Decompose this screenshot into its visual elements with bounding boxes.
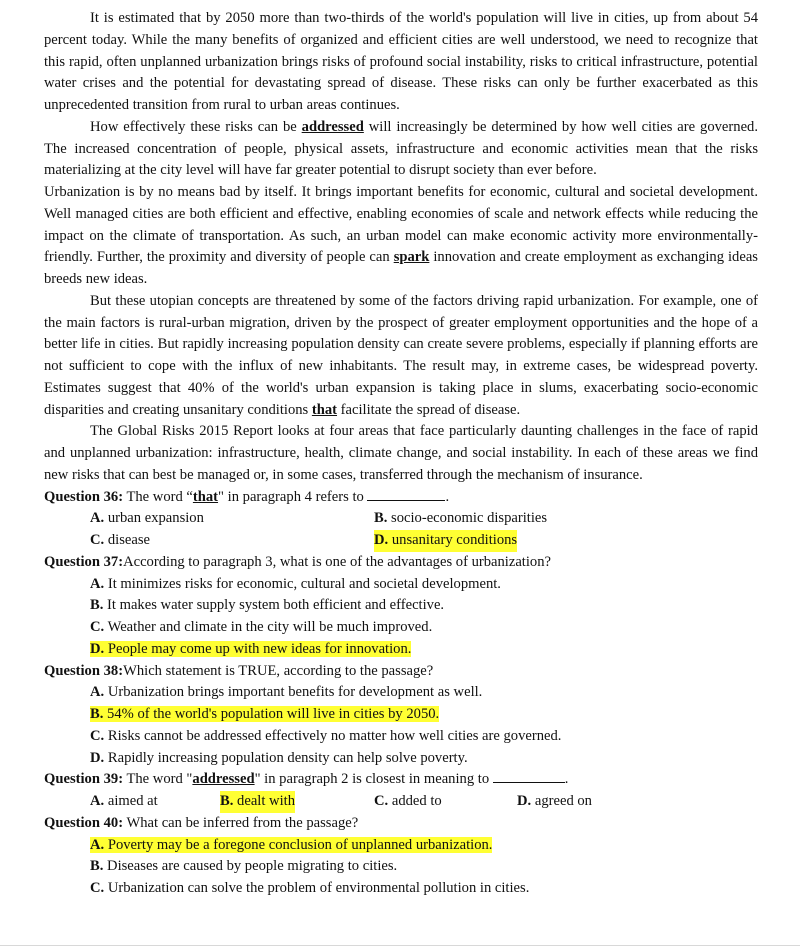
q37-option-b[interactable]: B. It makes water supply system both efficient and effective. — [90, 597, 445, 614]
page-bottom-divider — [0, 945, 800, 946]
paragraph-5: The Global Risks 2015 Report looks at four areas that face particularly daunting challenges in the face of rapid and unplanned urbanization: infrastructure, health, climate change, and social instability. In each of these areas we find new risks that can best be managed or, in some cases, transferred through the mechanism of insurance. — [44, 423, 758, 483]
q36-keyword: that — [192, 488, 219, 505]
q37-option-d-highlighted: D. People may come up with new ideas for innovation. — [90, 640, 412, 657]
answer-blank — [493, 770, 565, 783]
question-36-stem: Question 36: The word “that" in paragraph 4 refers to . — [44, 488, 450, 505]
question-39-options-row — [44, 791, 758, 813]
q37-option-d[interactable] — [44, 639, 758, 661]
document-page — [44, 8, 758, 900]
paragraph-3: Urbanization is by no means bad by itself. It brings important benefits for economic, cultural and societal development. Well managed cities are both efficient and effective, enabling economies of scale and network effects while reducing the impact on the climate of transportation. As such, an urban model can make economic activity more environmentally-friendly. Further, the proximity and diversity of people can spark innovation and create employment as exchanging ideas breeds new ideas. — [44, 184, 758, 287]
q40-option-c[interactable]: C. Urbanization can solve the problem of environmental pollution in cities. — [90, 880, 530, 896]
keyword-spark: spark — [393, 249, 430, 266]
answer-blank — [367, 488, 445, 501]
q39-option-a[interactable]: A. aimed at — [90, 793, 158, 809]
question-37-stem: Question 37:According to paragraph 3, what is one of the advantages of urbanization? — [44, 553, 551, 570]
q38-option-d[interactable]: D. Rapidly increasing population density can help solve poverty. — [90, 749, 468, 766]
paragraph-1: It is estimated that by 2050 more than two-thirds of the world's population will live in cities, up from about 54 percent today. While the many benefits of organized and efficient cities are well understood, we need to recognize that this rapid, often unplanned urbanization brings risks of profound social instability, risks to critical infrastructure, potential water crises and the potential for devastating spread of disease. These risks can only be further exacerbated as this unprecedented transition from rural to urban areas continues. — [44, 10, 758, 113]
question-38-stem: Question 38:Which statement is TRUE, according to the passage? — [44, 662, 434, 679]
question-39-stem: Question 39: The word "addressed" in paragraph 2 is closest in meaning to . — [44, 771, 569, 788]
q39-option-b-highlighted[interactable]: B. dealt with — [220, 791, 295, 813]
q40-option-a[interactable] — [44, 835, 758, 857]
q36-option-b[interactable]: B. socio-economic disparities — [374, 510, 548, 527]
q38-option-b[interactable] — [44, 704, 758, 726]
question-36-options-row-1 — [44, 508, 758, 530]
q38-option-b-highlighted: B. 54% of the world's population will live in cities by 2050. — [90, 706, 440, 722]
q39-option-d[interactable]: D. agreed on — [517, 793, 592, 809]
q38-option-a[interactable]: A. Urbanization brings important benefits for development as well. — [90, 684, 483, 701]
paragraph-2: How effectively these risks can be addressed will increasingly be determined by how well cities are governed. The increased concentration of people, physical assets, infrastructure and economic activities mean that the risks materializing at the city level will have far greater potential to disrupt society than ever before. — [44, 118, 758, 179]
question-36-options-row-2 — [44, 530, 758, 552]
q40-option-b[interactable]: B. Diseases are caused by people migrating to cities. — [90, 858, 398, 875]
q37-option-a[interactable]: A. It minimizes risks for economic, cultural and societal development. — [90, 575, 501, 592]
q39-option-c[interactable]: C. added to — [374, 793, 442, 809]
q37-option-c[interactable]: C. Weather and climate in the city will be much improved. — [90, 619, 433, 635]
q39-keyword: addressed — [192, 771, 255, 788]
q40-option-a-highlighted: A. Poverty may be a foregone conclusion of unplanned urbanization. — [90, 836, 493, 853]
q36-option-a[interactable]: A. urban expansion — [90, 510, 204, 527]
q38-option-c[interactable]: C. Risks cannot be addressed effectively no matter how well cities are governed. — [90, 727, 562, 744]
keyword-addressed: addressed — [301, 118, 364, 135]
q36-option-d-highlighted[interactable]: D. unsanitary conditions — [374, 530, 517, 552]
keyword-that: that — [311, 401, 338, 418]
q36-option-c[interactable]: C. disease — [90, 532, 150, 548]
paragraph-4: But these utopian concepts are threatened by some of the factors driving rapid urbanization. For example, one of the main factors is rural-urban migration, driven by the prospect of greater employment opportunities and the hope of a better life in cities. But rapidly increasing population density can create severe problems, especially if planning efforts are not sufficient to cope with the influx of new inhabitants. The result may, in extreme cases, be widespread poverty. Estimates suggest that 40% of the world's urban expansion is taking place in slums, exacerbating socio-economic disparities and creating unsanitary conditions that facilitate the spread of disease. — [44, 292, 758, 418]
question-40-stem: Question 40: What can be inferred from the passage? — [44, 814, 359, 831]
